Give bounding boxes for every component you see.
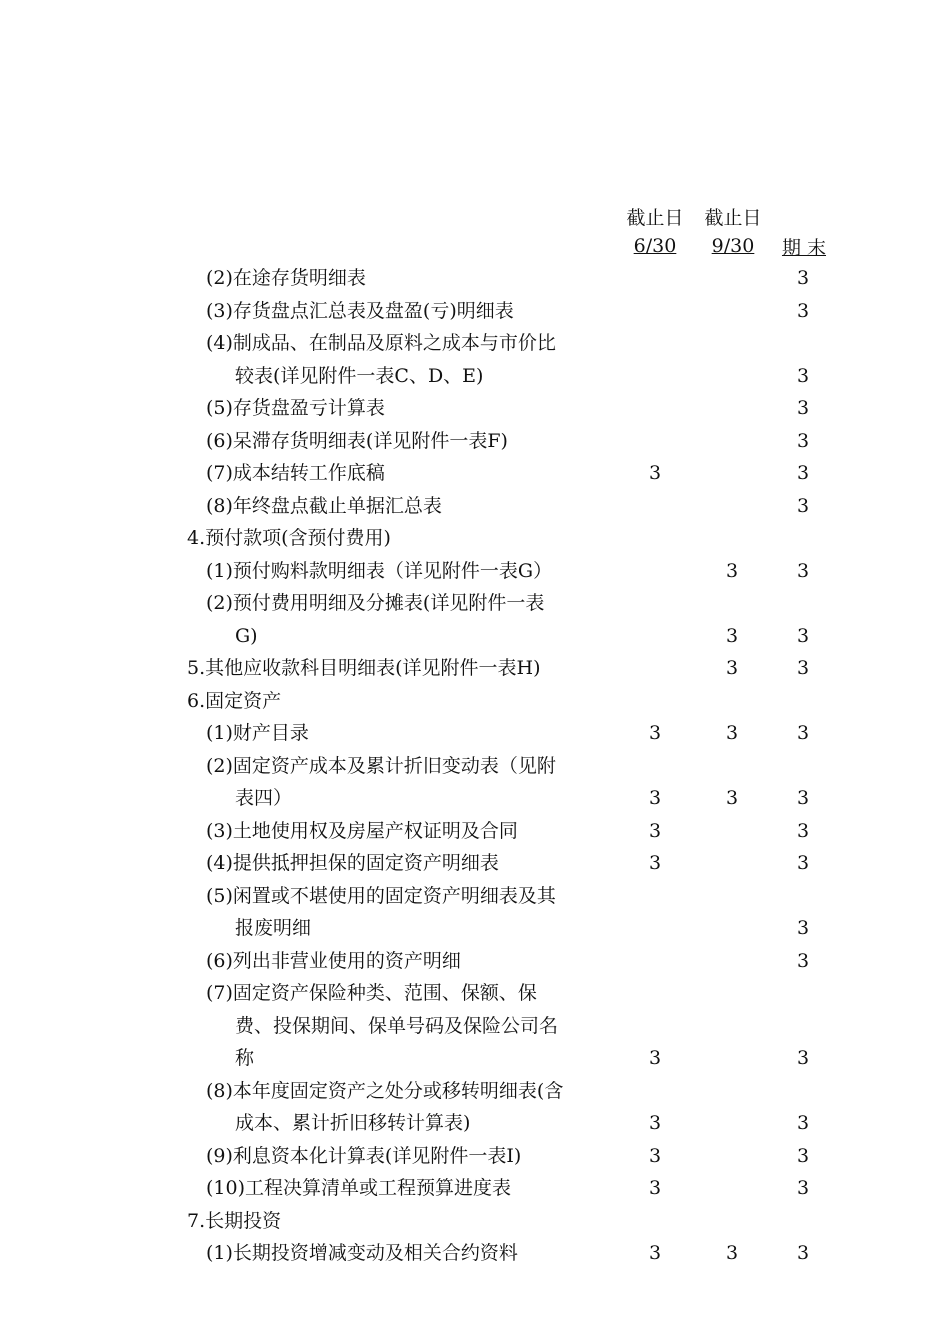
item-text: 6.固定资产 [187,689,282,712]
mark-6-30: 3 [648,787,662,809]
item-text: (8)年终盘点截止单据汇总表 [206,494,442,517]
item-text: (10)工程决算清单或工程预算进度表 [206,1177,512,1199]
mark-period-end: 3 [796,917,810,939]
item-text-continuation: G) [235,624,258,647]
mark-period-end: 3 [796,1177,810,1199]
item-text-continuation: 报废明细 [235,917,312,939]
mark-period-end: 3 [796,949,810,972]
column-header-9-30-date: 9/30 [711,235,755,257]
item-text: 7.长期投资 [187,1209,282,1232]
item-text: (3)存货盘点汇总表及盘盈(亏)明细表 [206,299,514,322]
mark-9-30: 3 [725,722,739,744]
mark-period-end: 3 [796,494,810,517]
mark-6-30: 3 [648,462,662,484]
column-header-6-30-top: 截止日 [626,207,684,229]
mark-9-30: 3 [725,624,739,647]
mark-period-end: 3 [796,299,810,322]
mark-period-end: 3 [796,1144,810,1167]
item-text: (5)存货盘盈亏计算表 [206,397,385,419]
mark-6-30: 3 [648,819,662,842]
item-text-continuation: 表四） [235,787,293,809]
mark-period-end: 3 [796,1047,810,1069]
item-text: (1)财产目录 [206,722,309,744]
item-text: (1)预付购料款明细表（详见附件一表G） [206,559,553,582]
mark-6-30: 3 [648,1144,662,1167]
column-header-9-30-top: 截止日 [704,207,762,229]
item-text: 5.其他应收款科目明细表(详见附件一表H) [187,657,541,679]
item-text: (6)列出非营业使用的资产明细 [206,949,461,972]
item-text-continuation: 称 [235,1047,255,1069]
mark-6-30: 3 [648,852,662,874]
item-text: (9)利息资本化计算表(详见附件一表I) [206,1144,522,1167]
mark-period-end: 3 [796,559,810,582]
mark-period-end: 3 [796,267,810,289]
mark-period-end: 3 [796,852,810,874]
mark-period-end: 3 [796,462,810,484]
mark-period-end: 3 [796,429,810,452]
item-text: (1)长期投资增减变动及相关合约资料 [206,1242,518,1264]
mark-9-30: 3 [725,787,739,809]
item-text: (7)成本结转工作底稿 [206,462,385,484]
mark-period-end: 3 [796,364,810,387]
mark-period-end: 3 [796,787,810,809]
item-text: (4)制成品、在制品及原料之成本与市价比 [206,332,556,354]
mark-6-30: 3 [648,1242,662,1264]
item-text: (6)呆滞存货明细表(详见附件一表F) [206,429,508,452]
item-text-continuation: 成本、累计折旧移转计算表) [235,1112,471,1134]
column-header-6-30-date: 6/30 [633,235,677,257]
item-text: (2)固定资产成本及累计折旧变动表（见附 [206,754,556,777]
mark-period-end: 3 [796,657,810,679]
item-text: (8)本年度固定资产之处分或移转明细表(含 [206,1079,564,1102]
mark-period-end: 3 [796,397,810,419]
item-text-continuation: 费、投保期间、保单号码及保险公司名 [235,1014,559,1037]
item-text: (7)固定资产保险种类、范围、保额、保 [206,982,537,1004]
mark-9-30: 3 [725,657,739,679]
item-text-continuation: 较表(详见附件一表C、D、E) [235,364,484,387]
item-text: 4.预付款项(含预付费用) [187,527,391,549]
item-text: (5)闲置或不堪使用的固定资产明细表及其 [206,884,556,907]
mark-6-30: 3 [648,722,662,744]
item-text: (3)土地使用权及房屋产权证明及合同 [206,819,518,842]
mark-period-end: 3 [796,819,810,842]
mark-period-end: 3 [796,722,810,744]
mark-6-30: 3 [648,1177,662,1199]
mark-period-end: 3 [796,1242,810,1264]
mark-6-30: 3 [648,1112,662,1134]
mark-9-30: 3 [725,559,739,582]
item-text: (2)在途存货明细表 [206,267,366,289]
item-text: (2)预付费用明细及分摊表(详见附件一表 [206,592,545,614]
item-text: (4)提供抵押担保的固定资产明细表 [206,852,499,874]
mark-period-end: 3 [796,624,810,647]
mark-9-30: 3 [725,1242,739,1264]
mark-period-end: 3 [796,1112,810,1134]
column-header-period-end-label: 期 末 [781,237,827,259]
mark-6-30: 3 [648,1047,662,1069]
